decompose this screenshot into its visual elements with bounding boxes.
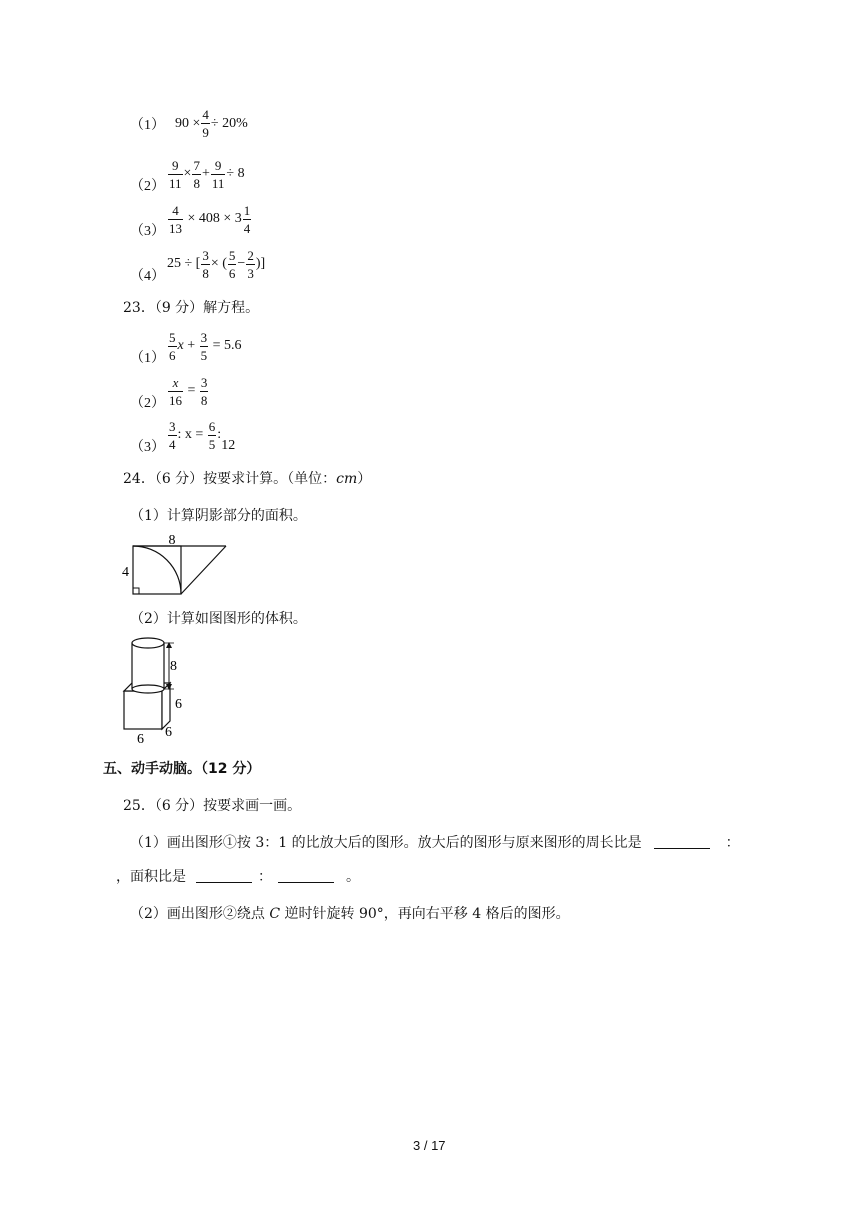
q22-item-1 bbox=[130, 108, 248, 139]
fraction: $\frac{9}{11}$ bbox=[211, 157, 225, 191]
q25-sub2: （2）画出图形②绕点 C 逆时针旋转 90°，再向右平移 4 格后的图形。 bbox=[130, 906, 570, 922]
q25-sub1-text: （1）画出图形①按 3：1 的比放大后的图形。放大后的图形与原来图形的周长比是 bbox=[130, 835, 642, 851]
item-label: （3） bbox=[130, 440, 165, 455]
q24-title: 24．（6 分）按要求计算。（单位：cm） bbox=[123, 471, 372, 487]
fraction: $\frac{6}{5}$ bbox=[208, 418, 216, 452]
fraction: $\frac{3}{8}$ bbox=[200, 374, 208, 408]
operator: × ( bbox=[210, 256, 227, 271]
cylinder-fill bbox=[132, 643, 164, 689]
period: 。 bbox=[346, 869, 360, 885]
number: 12 bbox=[221, 438, 236, 453]
answer-blank[interactable] bbox=[278, 870, 334, 883]
quarter-arc bbox=[133, 546, 181, 594]
operator: × bbox=[183, 166, 192, 181]
fraction: $\frac{2}{3}$ bbox=[247, 247, 254, 281]
number: 90 bbox=[175, 115, 189, 131]
number: 8 bbox=[237, 166, 245, 181]
colon: : bbox=[217, 427, 222, 442]
item-label: （1） bbox=[130, 117, 165, 133]
equation-rhs: = 5.6 bbox=[212, 338, 242, 353]
fraction: $\frac{x}{16}$ bbox=[169, 374, 182, 408]
fraction: $\frac{5}{6}$ bbox=[228, 247, 236, 281]
colon: ： bbox=[258, 869, 272, 885]
dim-side: 6 bbox=[175, 697, 182, 712]
q23-item-1 bbox=[130, 325, 242, 367]
solid-figure bbox=[118, 632, 198, 744]
operator: × bbox=[192, 115, 201, 131]
fraction: $\frac{3}{5}$ bbox=[200, 329, 208, 363]
answer-blank[interactable] bbox=[196, 870, 252, 883]
fraction: $\frac{5}{6}$ bbox=[169, 329, 176, 363]
cube-front bbox=[124, 691, 162, 729]
item-label: （3） bbox=[130, 224, 165, 239]
operator: − bbox=[237, 256, 246, 271]
q22-item-4 bbox=[130, 243, 265, 285]
fraction: $\frac{3}{4}$ bbox=[169, 418, 176, 452]
fraction: $\frac{4}{9}$ bbox=[202, 107, 209, 140]
item-label: （4） bbox=[130, 269, 165, 284]
item-label: （2） bbox=[130, 396, 165, 411]
fraction: $\frac{3}{8}$ bbox=[202, 247, 209, 281]
right-angle-mark bbox=[133, 588, 139, 594]
expression-start: 25 ÷ [ bbox=[167, 256, 201, 271]
shaded-area-figure bbox=[118, 530, 238, 598]
q23-title: 23．（9 分）解方程。 bbox=[123, 300, 260, 316]
mixed-whole: 3 bbox=[234, 211, 242, 226]
q23-item-2 bbox=[130, 370, 209, 412]
q23-item-3 bbox=[130, 414, 235, 456]
operator: + bbox=[201, 166, 210, 181]
item-label: （1） bbox=[130, 351, 165, 366]
fraction: $\frac{7}{8}$ bbox=[193, 157, 200, 191]
operator: + bbox=[187, 338, 196, 353]
unit: cm bbox=[336, 471, 358, 487]
dim-top: 8 bbox=[168, 533, 176, 548]
item-label: （2） bbox=[130, 179, 165, 194]
cylinder-top bbox=[132, 638, 164, 648]
q24-sub1: （1）计算阴影部分的面积。 bbox=[130, 508, 307, 524]
ratio-middle: : x = bbox=[177, 427, 204, 442]
page-number: 3 / 17 bbox=[413, 1138, 446, 1153]
square-outline bbox=[133, 546, 181, 594]
variable: x bbox=[177, 338, 184, 353]
section-heading: 五、动手动脑。（12 分） bbox=[103, 761, 261, 777]
operator: × 408 × bbox=[187, 211, 232, 226]
fraction: $\frac{4}{13}$ bbox=[169, 202, 182, 236]
q25-sub1 bbox=[130, 832, 740, 852]
dim-left: 4 bbox=[122, 565, 129, 580]
number: 20% bbox=[222, 115, 248, 131]
q22-item-2 bbox=[130, 153, 245, 195]
equals: = bbox=[187, 383, 196, 398]
slant-edge bbox=[181, 546, 226, 594]
q24-sub2: （2）计算如图图形的体积。 bbox=[130, 611, 307, 627]
dim-depth: 6 bbox=[165, 725, 172, 740]
fraction: $\frac{1}{4}$ bbox=[243, 202, 251, 236]
dim-bottom: 6 bbox=[137, 732, 144, 744]
area-ratio-label: ，面积比是 bbox=[116, 869, 186, 885]
answer-blank[interactable] bbox=[654, 836, 710, 849]
operator: ÷ bbox=[226, 166, 235, 181]
q22-item-3 bbox=[130, 198, 252, 240]
q25-title: 25．（6 分）按要求画一画。 bbox=[123, 798, 302, 814]
dim-height: 8 bbox=[170, 659, 177, 674]
cylinder-base bbox=[132, 685, 164, 693]
colon: ： bbox=[725, 835, 740, 851]
operator: ÷ bbox=[210, 115, 219, 131]
point-label: C bbox=[269, 906, 281, 922]
expression-end: )] bbox=[255, 256, 266, 271]
q25-sub1-line2 bbox=[116, 866, 360, 886]
fraction: $\frac{9}{11}$ bbox=[169, 157, 182, 191]
